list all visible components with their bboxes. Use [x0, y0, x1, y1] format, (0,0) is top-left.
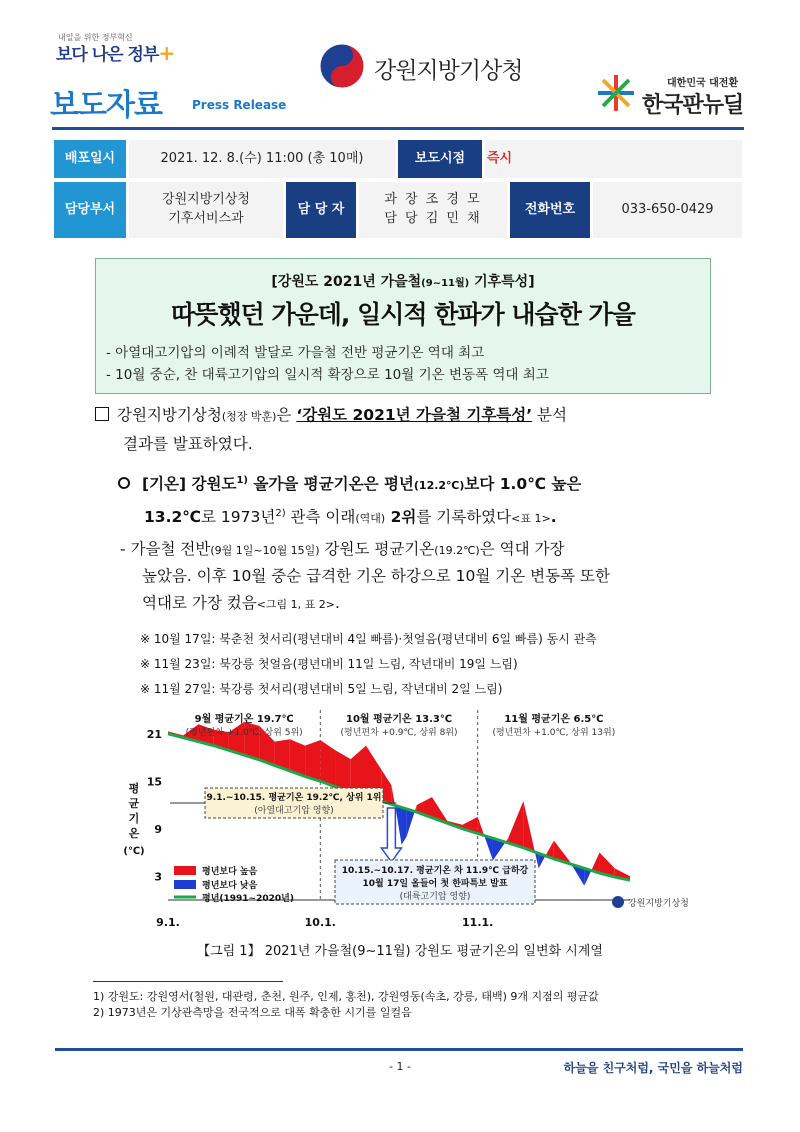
newdeal-tagline: 대한민국 대전환 [667, 78, 739, 89]
month-label-detail: (평년편차 +1.0℃, 상위 5위) [185, 728, 303, 738]
temperature-chart [110, 700, 710, 934]
agency-name: 강원지방기상청 [374, 58, 523, 84]
p2-j: 를 기록하였다 [416, 507, 512, 526]
paragraph-2 [118, 468, 718, 533]
p2-f: 로 1973년 [201, 507, 276, 526]
summary-subtitle [96, 271, 710, 291]
legend-swatch [174, 866, 196, 875]
annotation-line: 9.1.~10.15. 평균기온 19.2℃, 상위 1위 [206, 793, 382, 803]
p2-l: . [550, 507, 557, 526]
p1-a: 강원지방기상청 [117, 406, 222, 424]
phone-label: 전화번호 [510, 182, 590, 238]
footer-divider [55, 1048, 743, 1051]
anomaly-above-area [523, 801, 535, 852]
dept-value-line-1: 강원지방기상청 [162, 192, 250, 208]
footer-slogan: 하늘을 친구처럼, 국민을 하늘처럼 [563, 1061, 743, 1075]
p1-d: ‘강원도 2021년 가을철 기후특성’ [296, 406, 533, 424]
note-3: ※ 11월 27일: 북강릉 첫서리(평년대비 5일 느림, 작년대비 2일 느림) [140, 682, 503, 696]
paragraph-3 [120, 536, 720, 617]
newdeal-name: 한국판뉴딜 [642, 93, 744, 118]
phone-value: 033-650-0429 [593, 182, 742, 238]
person-value [359, 182, 507, 238]
p2-g: 관측 이래 [285, 507, 356, 526]
p2-c: (12.2℃) [413, 479, 465, 492]
release-time-value [485, 140, 742, 178]
y-tick-label: 9 [154, 822, 162, 836]
summary-bullet-1: - 아열대고기압의 이례적 발달로 가을철 전반 평균기온 역대 최고 [106, 345, 485, 361]
anomaly-below-area [402, 807, 407, 844]
anomaly-above-area [320, 740, 335, 787]
checkbox-bullet-icon [95, 407, 109, 421]
x-tick-label: 11.1. [462, 916, 494, 929]
y-tick-label: 3 [154, 870, 162, 884]
note-1: ※ 10월 17일: 북춘천 첫서리(평년대비 4일 빠름)·첫얼음(평년대비 6일 빠름) 동시 관측 [140, 632, 597, 646]
gov-slogan-text: 보다 나은 정부 [56, 45, 159, 65]
anomaly-below-area [407, 809, 415, 837]
footnote-divider [93, 981, 283, 982]
p2-i: 2위 [385, 507, 417, 526]
x-tick-label: 9.1. [156, 916, 180, 929]
p2-e: 13.2℃ [144, 507, 202, 526]
y-axis-label-char: 기 [128, 812, 140, 825]
anomaly-above-area [305, 740, 320, 781]
legend-swatch [174, 880, 196, 889]
issue-date-value: 2021. 12. 8.(수) 11:00 (총 10매) [129, 140, 395, 178]
p2-b: 올가을 평균기온은 평년 [247, 475, 414, 493]
p2-d: 보다 1.0℃ 높은 [464, 475, 582, 493]
annotation-line: 10월 17일 올들어 첫 한파특보 발표 [362, 879, 508, 889]
p3-i: . [334, 594, 340, 613]
dept-label: 담당부서 [54, 182, 126, 238]
summary-subtitle-c: 기후특성] [469, 274, 535, 290]
release-time-label: 보도시점 [398, 140, 482, 178]
press-release-title: 보도자료 [50, 88, 162, 123]
p2-k: <표 1> [511, 511, 551, 525]
gov-innovation-tag: 내일을 위한 정부혁신 [58, 33, 133, 42]
footnote-2: 2) 1973년은 기상관측망을 전국적으로 대폭 확충한 시기를 일컬음 [93, 1006, 412, 1019]
summary-subtitle-a: [강원도 2021년 가을철 [271, 274, 422, 290]
page-number: - 1 - [389, 1060, 411, 1073]
newdeal-logo-icon [596, 73, 636, 113]
y-tick-label: 21 [146, 727, 162, 741]
p3-f: 높았음. 이후 10월 중순 급격한 기온 하강으로 10월 기온 변동폭 또한 [142, 567, 610, 586]
gov-slogan-logo [56, 40, 174, 65]
p3-h: <그림 1, 표 2> [256, 598, 335, 612]
y-tick-label: 15 [146, 775, 162, 789]
y-axis-label-char: 온 [128, 827, 140, 840]
p3-d: (19.2℃) [434, 544, 480, 557]
person-value-line-1: 과 장 조 경 모 [384, 192, 482, 208]
summary-title: 따뜻했던 가운데, 일시적 한파가 내습한 가을 [171, 300, 635, 329]
taegeuk-logo-icon [318, 42, 366, 90]
y-axis-label-char: 균 [128, 797, 140, 810]
summary-subtitle-b: (9~11월) [421, 278, 470, 289]
p3-c: 강원도 평균기온 [319, 540, 435, 558]
x-tick-label: 10.1. [304, 916, 336, 929]
plus-icon: + [158, 41, 175, 65]
release-time-text: 즉시 [487, 150, 513, 166]
p2-h: (역대) [355, 511, 386, 525]
note-2: ※ 11월 23일: 북강릉 첫얼음(평년대비 11일 느림, 작년대비 19일 느림) [140, 657, 518, 671]
annotation-line: (아열대고기압 영향) [254, 806, 334, 816]
p1-b: (청장 박훈) [221, 410, 277, 423]
p1-f: 결과를 발표하였다. [123, 435, 253, 454]
p3-e: 은 역대 가장 [479, 540, 565, 558]
month-label-title: 11월 평균기온 6.5℃ [504, 714, 604, 725]
dept-value [129, 182, 283, 238]
y-axis-label-char: 평 [128, 782, 140, 795]
circle-bullet-icon [118, 477, 130, 489]
watermark-logo-icon [612, 896, 624, 908]
p2-a: [기온] 강원도 [142, 475, 237, 493]
p1-e: 분석 [532, 406, 567, 424]
watermark-text: 강원지방기상청 [628, 899, 689, 909]
month-label-title: 9월 평균기온 19.7℃ [194, 714, 294, 725]
summary-box [95, 258, 711, 394]
p2-sup1: 1) [236, 475, 248, 486]
annotation-line: 10.15.~10.17. 평균기온 차 11.9℃ 급하강 [341, 866, 529, 876]
anomaly-above-area [336, 750, 351, 791]
paragraph-1 [95, 401, 715, 460]
issue-date-label: 배포일시 [54, 140, 126, 178]
summary-bullet-2: - 10월 중순, 찬 대륙고기압의 일시적 확장으로 10월 기온 변동폭 역대 최고 [106, 367, 549, 383]
p1-c: 은 [276, 406, 297, 424]
legend-label: 평년보다 높음 [202, 867, 258, 877]
month-label-detail: (평년편차 +1.0℃, 상위 13위) [492, 728, 616, 738]
month-label-detail: (평년편차 +0.9℃, 상위 8위) [340, 728, 458, 738]
legend-label: 평년보다 낮음 [202, 881, 258, 891]
p2-sup2: 2) [275, 507, 286, 519]
month-label-title: 10월 평균기온 13.3℃ [346, 714, 452, 725]
p3-g: 역대로 가장 컸음 [142, 594, 257, 613]
press-release-english: Press Release [192, 98, 287, 112]
anomaly-below-area [396, 806, 401, 845]
anomaly-above-area [508, 801, 523, 848]
dept-value-line-2: 기후서비스과 [168, 211, 244, 226]
p3-a: - 가을철 전반 [120, 540, 211, 558]
footnote-1: 1) 강원도: 강원영서(철원, 대관령, 춘천, 원주, 인제, 홍천), 강원영동(속초, 강릉, 태백) 9개 지점의 평균값 [93, 990, 599, 1003]
header-divider [52, 127, 744, 130]
anomaly-above-area [391, 785, 395, 805]
annotation-line: (대륙고기압 영향) [399, 892, 471, 902]
person-value-line-2: 담 당 김 민 채 [384, 211, 482, 226]
legend-label: 평년(1991~2020년) [202, 894, 294, 904]
figure-caption: 【그림 1】 2021년 가을철(9~11월) 강원도 평균기온의 일변화 시계열 [197, 944, 603, 959]
person-label: 담 당 자 [286, 182, 356, 238]
p3-b: (9월 1일~10월 15일) [210, 544, 320, 557]
y-axis-label-unit: (℃) [123, 846, 145, 857]
